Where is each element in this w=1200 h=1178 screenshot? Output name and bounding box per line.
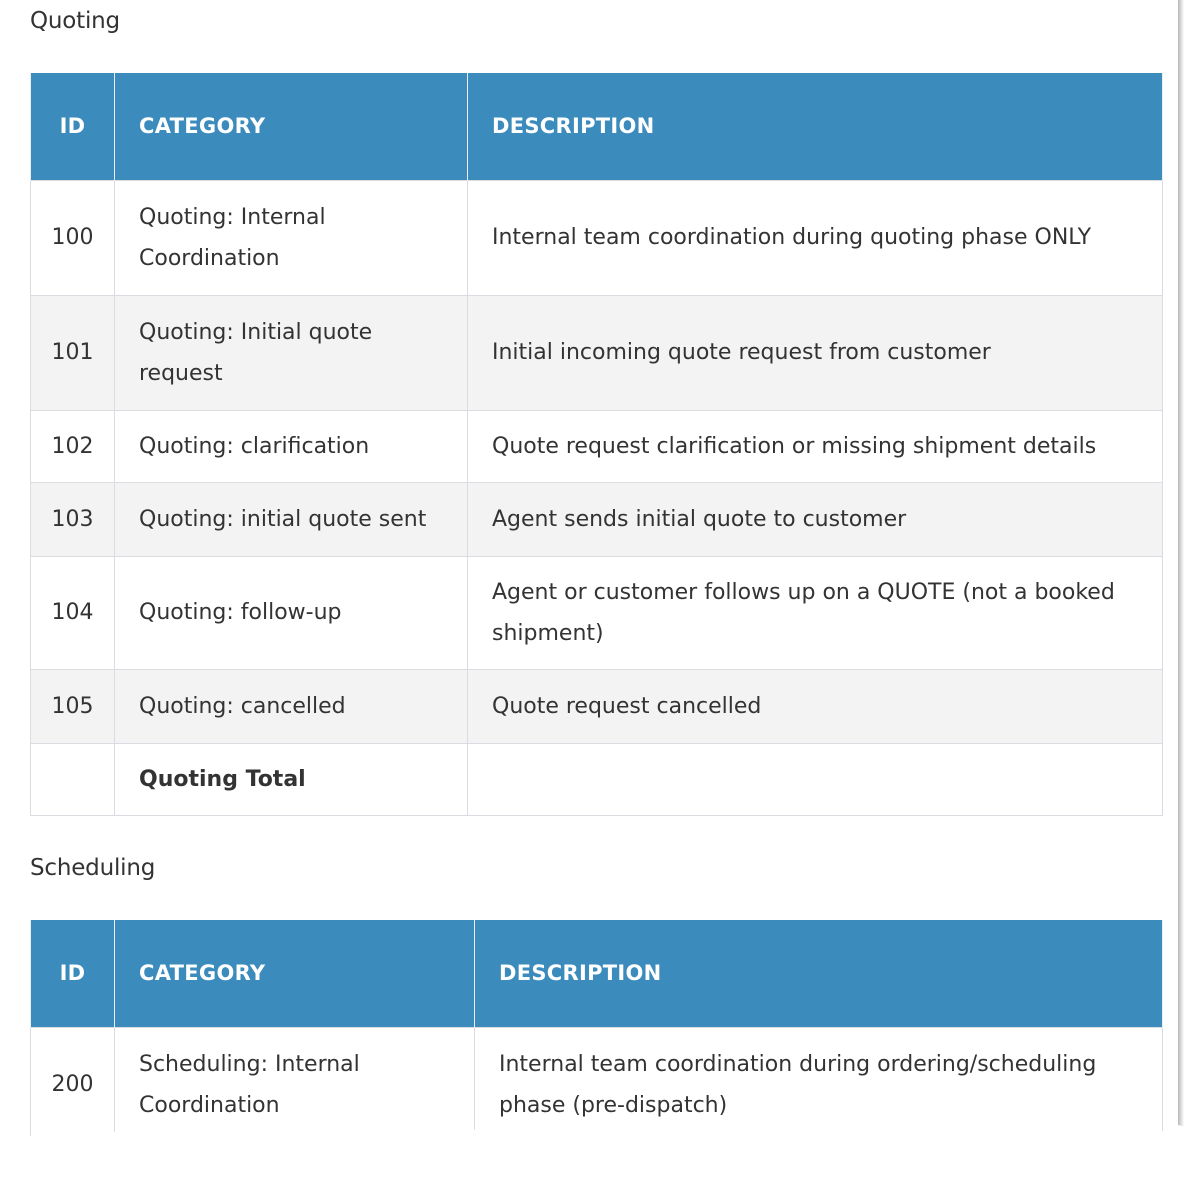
table-header-row xyxy=(31,73,1163,180)
table-row xyxy=(31,482,1163,556)
total-row-description xyxy=(468,743,1163,815)
torn-edge xyxy=(0,1100,1200,1178)
row-id: 101 xyxy=(31,295,115,410)
column-header-category: CATEGORY xyxy=(115,73,468,180)
column-header-id: ID xyxy=(31,73,115,180)
column-header-id: ID xyxy=(31,920,115,1027)
row-id: 103 xyxy=(31,482,115,556)
row-description: Internal team coordination during quoting phase ONLY xyxy=(468,180,1163,295)
total-row xyxy=(31,743,1163,815)
table-row xyxy=(31,556,1163,669)
row-id: 104 xyxy=(31,556,115,669)
row-id: 102 xyxy=(31,410,115,482)
total-row-id xyxy=(31,743,115,815)
row-category: Quoting: Initial quote request xyxy=(115,295,468,410)
table-row xyxy=(31,669,1163,743)
row-id: 200 xyxy=(31,1027,115,1142)
table-row xyxy=(31,410,1163,482)
row-category: Quoting: clarification xyxy=(115,410,468,482)
row-category: Quoting: initial quote sent xyxy=(115,482,468,556)
column-header-description: DESCRIPTION xyxy=(468,73,1163,180)
torn-edge-paper xyxy=(0,1123,1200,1178)
row-category: Quoting: Internal Coordination xyxy=(115,180,468,295)
column-header-category: CATEGORY xyxy=(115,920,475,1027)
column-header-description: DESCRIPTION xyxy=(475,920,1163,1027)
row-description: Agent sends initial quote to customer xyxy=(468,482,1163,556)
section-title-quoting: Quoting xyxy=(30,8,120,34)
row-category: Quoting: cancelled xyxy=(115,669,468,743)
total-row-label: Quoting Total xyxy=(115,743,468,815)
row-description: Internal team coordination during ordering/scheduling phase (pre-dispatch) xyxy=(475,1027,1163,1142)
table-row xyxy=(31,180,1163,295)
table-row xyxy=(31,295,1163,410)
page-shadow xyxy=(1178,0,1184,1150)
row-id: 105 xyxy=(31,669,115,743)
row-description: Agent or customer follows up on a QUOTE (not a booked shipment) xyxy=(468,556,1163,669)
row-category: Scheduling: Internal Coordination xyxy=(115,1027,475,1142)
row-category: Quoting: follow-up xyxy=(115,556,468,669)
row-id: 100 xyxy=(31,180,115,295)
quoting-table xyxy=(30,73,1163,816)
row-description: Quote request cancelled xyxy=(468,669,1163,743)
table-header-row xyxy=(31,920,1163,1027)
section-title-scheduling: Scheduling xyxy=(30,855,156,881)
row-description: Initial incoming quote request from customer xyxy=(468,295,1163,410)
row-description: Quote request clarification or missing shipment details xyxy=(468,410,1163,482)
